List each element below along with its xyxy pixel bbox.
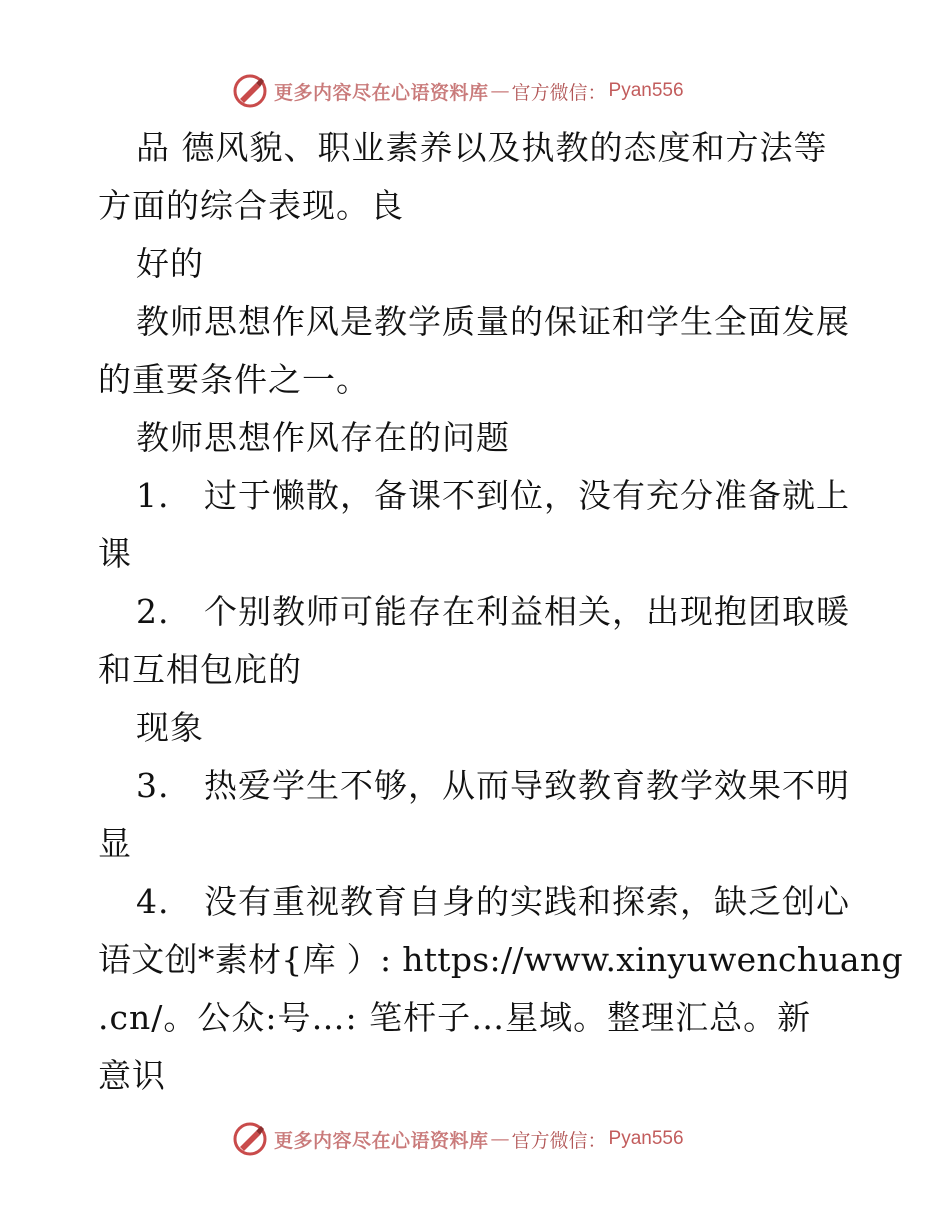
list-item-text: 个别教师可能存在利益相关，出现抱团取暖 xyxy=(204,592,850,631)
list-item-continuation: 现象 xyxy=(136,708,204,747)
list-item xyxy=(136,882,850,922)
seal-logo-icon xyxy=(230,1119,270,1159)
paragraph-line: 品 德风貌、职业素养以及执教的态度和方法等 xyxy=(136,128,828,167)
watermark-separator: — xyxy=(490,80,510,102)
list-item xyxy=(136,766,850,806)
paragraph-line: 教师思想作风是教学质量的保证和学生全面发展 xyxy=(136,302,850,341)
list-item-number: 1. xyxy=(136,476,170,515)
list-item-text: 没有重视教育自身的实践和探索，缺乏创心 xyxy=(204,882,850,921)
list-item-continuation: 和互相包庇的 xyxy=(98,650,302,689)
paragraph-line: 的重要条件之一。 xyxy=(98,360,370,399)
list-item-number: 4. xyxy=(136,882,170,921)
watermark-separator: — xyxy=(490,1128,510,1150)
watermark-banner-bottom xyxy=(230,1118,684,1160)
list-item-continuation: 语文创*素材{库 ）: https://www.xinyuwenchuang xyxy=(98,940,903,979)
list-item-number: 3. xyxy=(136,766,170,805)
watermark-wechat-label: 官方微信： xyxy=(511,81,607,104)
seal-logo-icon xyxy=(230,71,270,111)
section-heading: 教师思想作风存在的问题 xyxy=(136,418,510,457)
list-item-text: 热爱学生不够，从而导致教育教学效果不明 xyxy=(204,766,850,805)
watermark-banner-top xyxy=(230,70,684,112)
list-item-text: 过于懒散，备课不到位，没有充分准备就上 xyxy=(204,476,850,515)
list-item-continuation: 显 xyxy=(98,824,132,863)
list-item xyxy=(136,476,850,516)
paragraph-line: 方面的综合表现。良 xyxy=(98,186,404,225)
list-item xyxy=(136,592,850,632)
paragraph-line: 好的 xyxy=(136,244,204,283)
watermark-wechat-label: 官方微信： xyxy=(511,1129,607,1152)
list-item-continuation: 课 xyxy=(98,534,132,573)
watermark-brand: 更多内容尽在心语资料库 xyxy=(274,1129,489,1152)
list-item-continuation: .cn/。公众:号…: 笔杆子…星域。整理汇总。新 xyxy=(98,998,812,1037)
watermark-wechat-id: Pyan556 xyxy=(608,80,684,101)
watermark-brand: 更多内容尽在心语资料库 xyxy=(274,81,489,104)
list-item-continuation: 意识 xyxy=(98,1056,166,1095)
watermark-wechat-id: Pyan556 xyxy=(608,1128,684,1149)
list-item-number: 2. xyxy=(136,592,170,631)
